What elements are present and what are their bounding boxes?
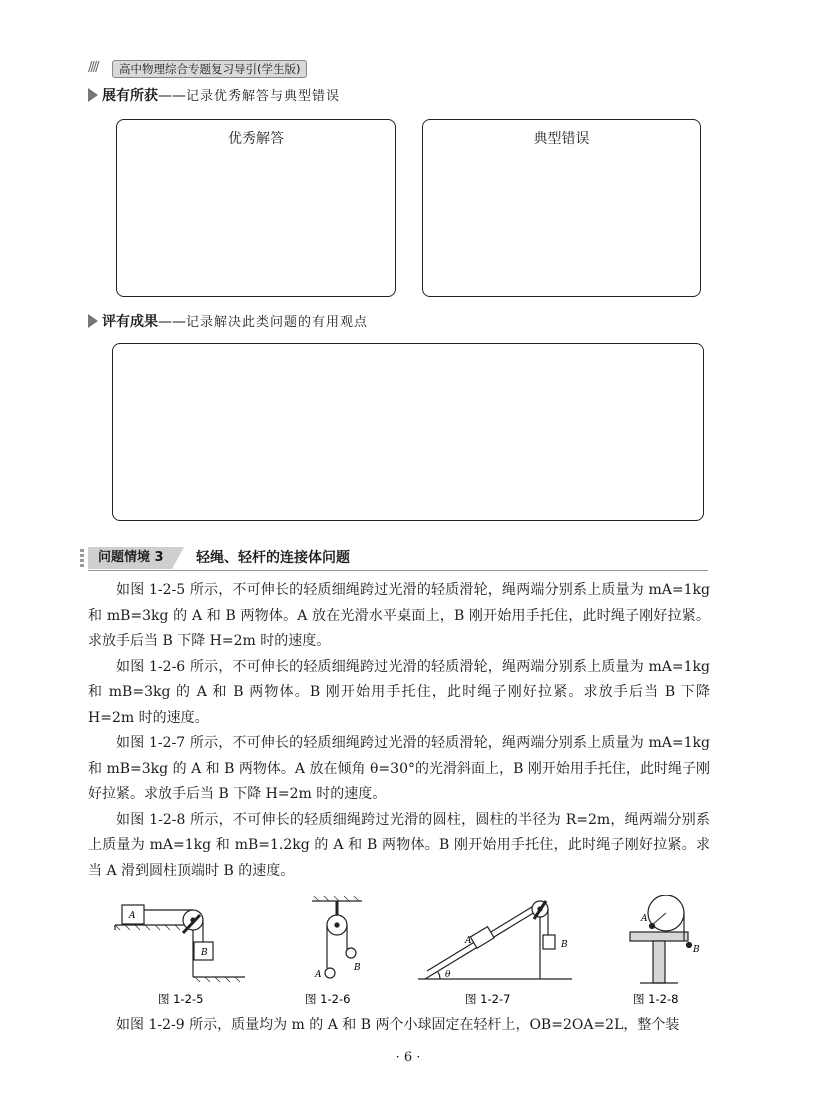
block-b — [543, 935, 555, 949]
fig8-label-a: A — [641, 914, 648, 924]
section-subtitle: 记录优秀解答与典型错误 — [186, 89, 341, 104]
banner-title: 轻绳、轻杆的连接体问题 — [196, 550, 350, 566]
book-title: 高中物理综合专题复习导引(学生版) — [112, 60, 307, 78]
problem-banner — [88, 547, 708, 569]
typical-error-title: 典型错误 — [533, 131, 590, 147]
figure-1-2-8 — [630, 895, 692, 983]
figure-1-2-7 — [418, 901, 572, 979]
banner-label: 问题情境 3 — [88, 547, 172, 569]
ball-b — [687, 943, 692, 948]
section-results — [88, 311, 368, 331]
fig7-label-a: A — [465, 936, 472, 946]
fig7-label-theta: θ — [445, 970, 451, 980]
figures-row — [100, 895, 720, 1010]
fig7-label-b: B — [561, 940, 568, 950]
fig6-caption: 图 1-2-6 — [305, 992, 351, 1006]
typical-error-box[interactable] — [422, 119, 701, 297]
paragraph: 如图 1-2-5 所示，不可伸长的轻质细绳跨过光滑的轻质滑轮，绳两端分别系上质量为 mA=1kg 和 mB=3kg 的 A 和 B 两物体。A 放在光滑水平桌面上，B 刚开始用手托住，此时绳子刚好拉紧。求放手后当 B 下降 H=2m 时的速度。 — [88, 582, 710, 649]
fig6-label-a: A — [315, 970, 322, 980]
triangle-arrow-icon — [88, 314, 98, 328]
ball-b — [346, 948, 356, 958]
fig5-caption: 图 1-2-5 — [158, 992, 204, 1006]
paragraph: 如图 1-2-6 所示，不可伸长的轻质细绳跨过光滑的轻质滑轮，绳两端分别系上质量为 mA=1kg 和 mB=3kg 的 A 和 B 两物体。B 刚开始用手托住，此时绳子刚好拉紧。求放手后当 B 下降 H=2m 时的速度。 — [88, 658, 710, 726]
paragraph: 如图 1-2-9 所示，质量均为 m 的 A 和 B 两个小球固定在轻杆上，OB=2OA=2L，整个装 — [116, 1017, 680, 1033]
problem-text — [88, 578, 710, 884]
section-dash: —— — [158, 314, 186, 330]
page-number: · 6 · — [395, 1050, 421, 1065]
section-subtitle: 记录解决此类问题的有用观点 — [186, 315, 369, 330]
section-label: 评有成果 — [102, 314, 158, 330]
table-leg — [653, 941, 665, 983]
paragraph: 如图 1-2-7 所示，不可伸长的轻质细绳跨过光滑的轻质滑轮，绳两端分别系上质量为 mA=1kg 和 mB=3kg 的 A 和 B 两物体。A 放在倾角 θ=30°的光滑斜面上，B 刚开始用手托住，此时绳子刚好拉紧。求放手后当 B 下降 H=2m 时的速度。 — [88, 735, 710, 802]
ball-a — [325, 968, 335, 978]
problem-text-continued — [88, 1013, 710, 1039]
fig7-caption: 图 1-2-7 — [465, 992, 511, 1006]
paragraph: 如图 1-2-8 所示，不可伸长的轻质细绳跨过光滑的圆柱，圆柱的半径为 R=2m，绳两端分别系上质量为 mA=1kg 和 mB=1.2kg 的 A 和 B 两物体。B 刚开始用手托住，此时绳子刚好拉紧。求当 A 滑到圆柱顶端时 B 的速度。 — [88, 811, 710, 879]
banner-dots — [80, 549, 84, 567]
header-decoration: //// — [88, 60, 98, 75]
fig5-label-a: A — [129, 911, 136, 921]
fig5-label-b: B — [201, 948, 208, 958]
fig8-caption: 图 1-2-8 — [633, 992, 679, 1006]
section-achievements — [88, 85, 340, 105]
banner-underline — [88, 570, 708, 571]
excellent-answer-box[interactable] — [116, 119, 396, 297]
table-top — [630, 932, 688, 941]
fig6-label-b: B — [354, 963, 361, 973]
excellent-answer-title: 优秀解答 — [228, 131, 284, 147]
fig8-label-b: B — [693, 945, 700, 955]
triangle-arrow-icon — [88, 88, 98, 102]
section-dash: —— — [158, 88, 186, 104]
viewpoints-box[interactable] — [112, 343, 704, 521]
ball-a — [650, 924, 655, 929]
block-a — [470, 927, 494, 948]
section-label: 展有所获 — [102, 88, 158, 104]
